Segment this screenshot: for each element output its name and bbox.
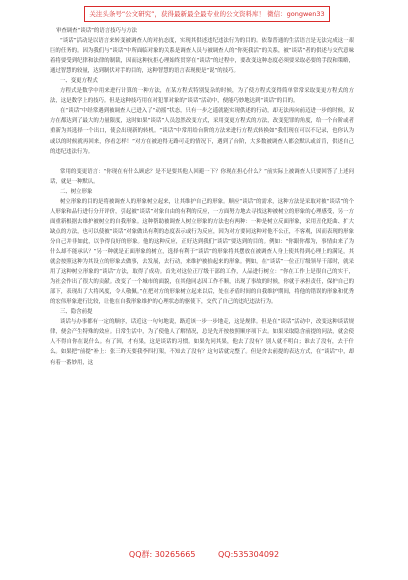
paragraph-2: 方程式是数学中用来进行计算的一种方法，在某方程式特别复杂的时候，为了使方程式变得简单常常采取变更方程式的方法，这是数学上的技巧。但是这种技巧用在对犯罪对象的“谈话”活动中，便能巧妙地达到“谈话”的目的。 — [50, 88, 354, 105]
document-body — [50, 26, 354, 534]
section-heading-3: 三、隐含前提 — [60, 309, 93, 316]
footer-qq: QQ:535304092 — [218, 550, 280, 559]
document-title: 审查调查“谈话”的语言技巧与方法 — [56, 28, 138, 34]
section-heading-1: 一、变更方程式 — [60, 78, 98, 85]
paragraph-3: 在“谈话”中经常遇到被调查人已进入了“动摇”状态，只有一步之遥就能实现供述的行动，却无法再向前迈进一步的时候，双方在都达到了最大的力量限度，这时如果“谈话”人员忽然改变方式，采用变更方程式的方法，改变犯罪的角度，给一个台阶或者重新为其选择一个出口，使会出现新的转机。“谈话”中常用给台阶的方法来进行方程式转换如“我们现在可以不记录，也你认为或以的时候就再回来，你看怎样！”对方在被迫得无路可走的情况下，遇到了台阶，大多数被调查人都会默认或首肯，供述自己的违纪违法行为。 — [50, 108, 354, 155]
paragraph-5: 树立形象的目的是将被调查人的形象树立起来，让其维护自己的形象。顺应“谈话”的需求，这种方法是采取对被“谈话”的个人形象和品行进行分开评价，引起被“谈话”对象自由的有利的反应，一方面努力地去寻找这种被树立的形象的心理感受，另一方面重新根据去维护被树立的自我形象。这种帮助被调查人树立形象的方法也有两种：一种是树立反面形象，采用丑化贬曲、扩大缺点的方法，也可以使被“谈话”对象做出有利的态度表示或行为反应，因为对方要同这种对他不公正，不客观，因而表现的形象分自己并非如此，以争得良好的形象。他的这种反应，正好达到我们“谈话”要达到的目的。例如：“你跟你都为，事情由来了为什么却不能承认？”另一种就是正面形象的树立，选择有利于“谈话”的形象将其摆放在被调查人身上使其得到心理上的满足，其就会按照这种为其设立的形象去做事，去发展，去行动，来维护被抬起来的形象。例如，在“谈话”一位正厅级领导干部时，就采用了这种树立形象的“谈话”方法，取得了成功。首先对这位正厅级干部的工作，人品进行树立：“你在工作上是很自己的实干，为社会作出了很大的贡献。改变了一个城市的面貌，在其他同志因工作不顺，出现了事故的时候，你就于承担责任，保护自己的部下，表现出了大将风度，令人敬佩。”在把对方的形象树立起来以后，处在矛盾时间的自我维护期间，将他的错误的形象和优秀的宏伟形象进行比较，让他在自我形象维护的心理状态的驱使下，交代了自己的违纪违法行为。 — [50, 198, 354, 306]
paragraph-intro: “谈话”活动是以语言来转变被调查人的对抗态度，实现其供述违纪违法行为的目的。依靠普通的生活语言是无法完成这一艰巨的任务的。因为我们与“谈话”中所面临对象的关系是调查人员与被调查人的“你死我活”的关系，被“谈话”者的供述与交代意味着将要受到纪律和法律的制裁，因而这种抗拒心理始终贯穿在“谈话”的过程中，要改变这种态度必须要采取必要的手段和策略，通过智慧的较量，达到制伏对手的目的，这种智慧的语言表现便是“说”的技巧。 — [50, 38, 354, 75]
footer-contact — [0, 548, 408, 562]
paragraph-gap — [50, 157, 354, 167]
paragraph-6: 谈话与办事都有一定的顺序，话近这一句句地说，路近该一步一步地走，这是规律。但是在“谈话”活动中，改变这种谈话规律，便会产生特殊的效应。日常生活中，为了使他人了解情况，总是先开按按照顺序项下去。如果采取隐含前提的问法，就会使人不得自你在说什么。有了因，才有果，这是谈话的习惯。如果先问其果，他去了没有？别人就不明白；谁去了没有，去于什么。如果把“前提”补上：张三昨天要我李四打架，不知去了没有？这句话就完整了。但是舍去前提的表达方式，在“谈话”中，却有着一番妙用，这 — [50, 319, 354, 366]
footer-qq-group: QQ群: 30265665 — [128, 550, 196, 559]
top-banner: 关注头条号“公文研究”，获得最新最全最专业的公文资料库！ 微信：gongwen33 — [84, 6, 330, 22]
section-heading-2: 二、树立形象 — [60, 188, 93, 195]
paragraph-4: 常用的变更语言：“你现在有什么顾虑？是不是要其他人回避一下？你现在担心什么？”前实际上被调查人只要回答了上述问话，就是一种默认。 — [50, 168, 354, 185]
